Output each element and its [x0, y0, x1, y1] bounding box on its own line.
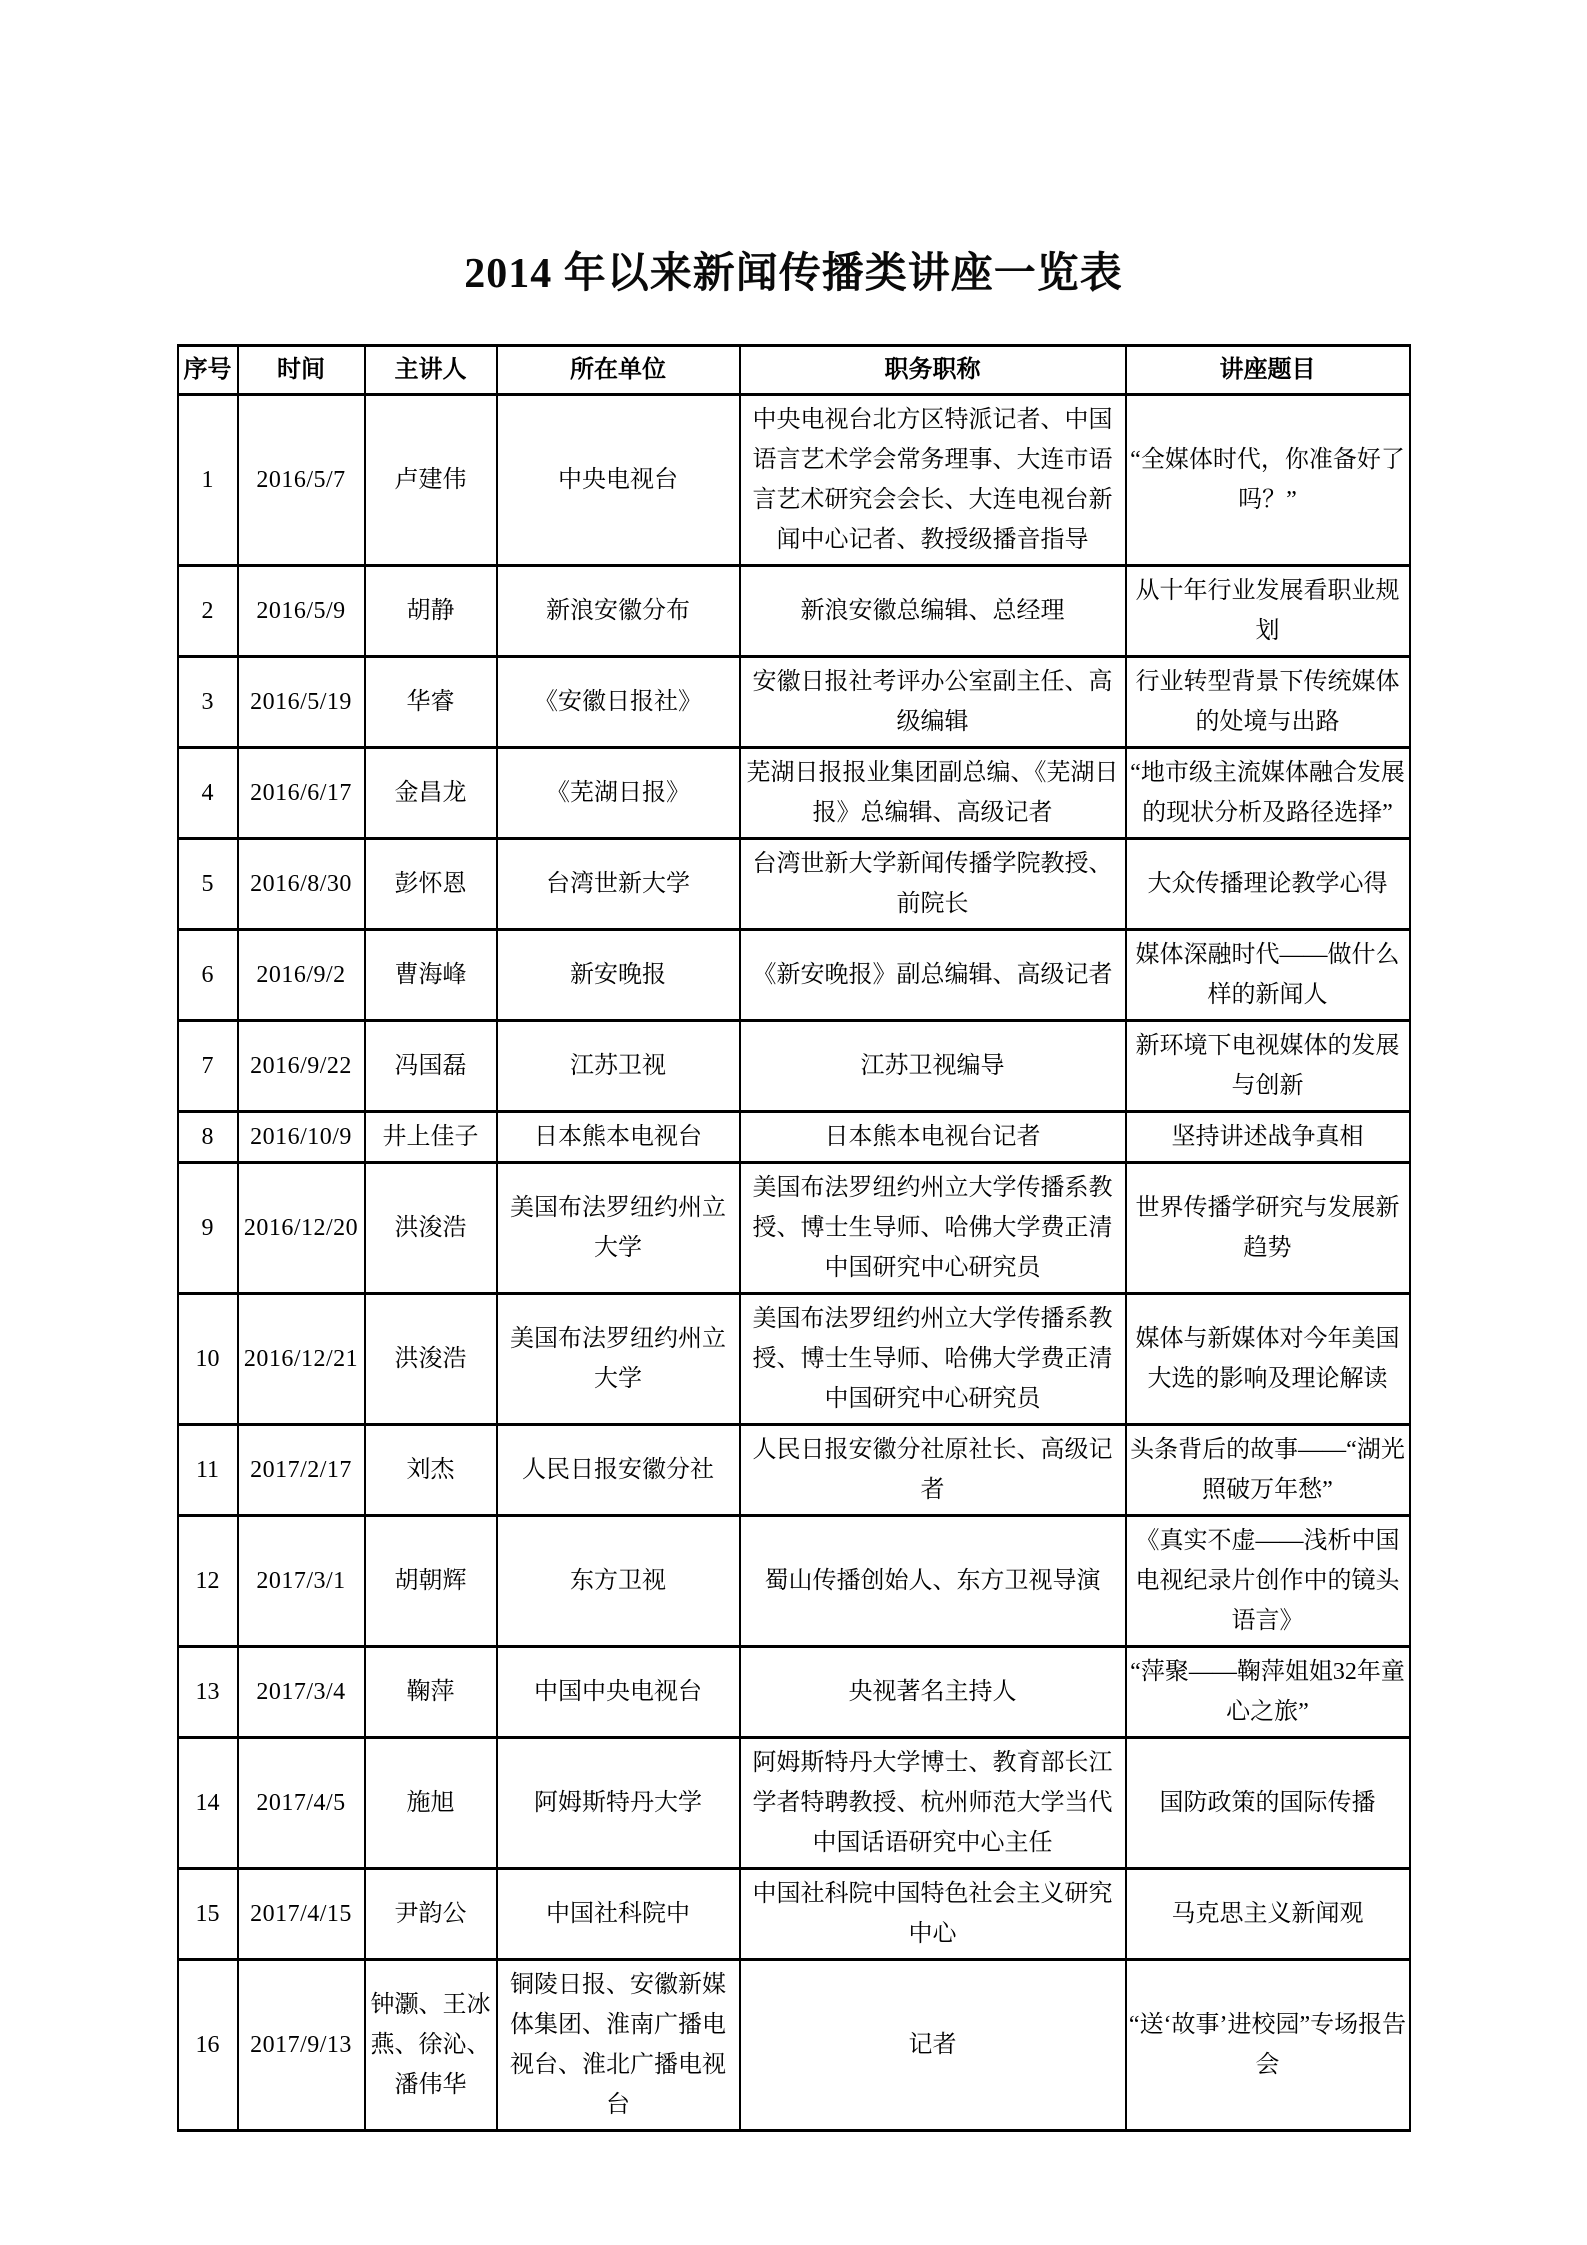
cell-no: 7	[178, 1021, 238, 1112]
cell-unit: 中央电视台	[497, 395, 740, 566]
cell-speaker: 胡静	[365, 566, 497, 657]
cell-no: 12	[178, 1516, 238, 1647]
cell-speaker: 钟灏、王冰燕、徐沁、潘伟华	[365, 1960, 497, 2131]
cell-unit: 《芜湖日报》	[497, 748, 740, 839]
cell-unit: 台湾世新大学	[497, 839, 740, 930]
header-topic: 讲座题目	[1126, 346, 1410, 395]
cell-no: 4	[178, 748, 238, 839]
cell-topic: 从十年行业发展看职业规划	[1126, 566, 1410, 657]
cell-topic: 国防政策的国际传播	[1126, 1738, 1410, 1869]
header-position: 职务职称	[740, 346, 1126, 395]
header-speaker: 主讲人	[365, 346, 497, 395]
cell-speaker: 刘杰	[365, 1425, 497, 1516]
cell-date: 2016/8/30	[238, 839, 365, 930]
cell-date: 2016/9/2	[238, 930, 365, 1021]
cell-position: 中央电视台北方区特派记者、中国语言艺术学会常务理事、大连市语言艺术研究会会长、大连电视台新闻中心记者、教授级播音指导	[740, 395, 1126, 566]
cell-unit: 新浪安徽分布	[497, 566, 740, 657]
cell-topic: 新环境下电视媒体的发展与创新	[1126, 1021, 1410, 1112]
cell-date: 2017/9/13	[238, 1960, 365, 2131]
cell-no: 3	[178, 657, 238, 748]
cell-topic: 媒体与新媒体对今年美国大选的影响及理论解读	[1126, 1294, 1410, 1425]
table-header-row	[178, 346, 1410, 395]
cell-no: 15	[178, 1869, 238, 1960]
cell-unit: 美国布法罗纽约州立大学	[497, 1294, 740, 1425]
cell-no: 11	[178, 1425, 238, 1516]
table-row	[178, 1112, 1410, 1163]
cell-speaker: 施旭	[365, 1738, 497, 1869]
table-row	[178, 839, 1410, 930]
cell-date: 2016/6/17	[238, 748, 365, 839]
cell-date: 2016/12/21	[238, 1294, 365, 1425]
table-row	[178, 748, 1410, 839]
cell-date: 2016/12/20	[238, 1163, 365, 1294]
cell-topic: 行业转型背景下传统媒体的处境与出路	[1126, 657, 1410, 748]
cell-unit: 阿姆斯特丹大学	[497, 1738, 740, 1869]
cell-speaker: 井上佳子	[365, 1112, 497, 1163]
cell-topic: 《真实不虚——浅析中国电视纪录片创作中的镜头语言》	[1126, 1516, 1410, 1647]
table-row	[178, 395, 1410, 566]
cell-no: 14	[178, 1738, 238, 1869]
cell-speaker: 鞠萍	[365, 1647, 497, 1738]
cell-unit: 《安徽日报社》	[497, 657, 740, 748]
cell-unit: 中国社科院中	[497, 1869, 740, 1960]
cell-position: 台湾世新大学新闻传播学院教授、前院长	[740, 839, 1126, 930]
table-row	[178, 1516, 1410, 1647]
table-row	[178, 930, 1410, 1021]
cell-position: 阿姆斯特丹大学博士、教育部长江学者特聘教授、杭州师范大学当代中国话语研究中心主任	[740, 1738, 1126, 1869]
cell-speaker: 华睿	[365, 657, 497, 748]
cell-topic: 世界传播学研究与发展新趋势	[1126, 1163, 1410, 1294]
cell-position: 安徽日报社考评办公室副主任、高级编辑	[740, 657, 1126, 748]
cell-topic: “萍聚——鞠萍姐姐32年童心之旅”	[1126, 1647, 1410, 1738]
cell-speaker: 卢建伟	[365, 395, 497, 566]
cell-date: 2016/5/19	[238, 657, 365, 748]
cell-position: 新浪安徽总编辑、总经理	[740, 566, 1126, 657]
cell-topic: “送‘故事’进校园”专场报告会	[1126, 1960, 1410, 2131]
table-row	[178, 1425, 1410, 1516]
cell-unit: 江苏卫视	[497, 1021, 740, 1112]
cell-unit: 东方卫视	[497, 1516, 740, 1647]
cell-date: 2016/5/7	[238, 395, 365, 566]
cell-date: 2017/3/4	[238, 1647, 365, 1738]
cell-speaker: 冯国磊	[365, 1021, 497, 1112]
cell-unit: 新安晚报	[497, 930, 740, 1021]
cell-no: 9	[178, 1163, 238, 1294]
cell-position: 美国布法罗纽约州立大学传播系教授、博士生导师、哈佛大学费正清中国研究中心研究员	[740, 1163, 1126, 1294]
table-row	[178, 1960, 1410, 2131]
table-row	[178, 1294, 1410, 1425]
cell-unit: 中国中央电视台	[497, 1647, 740, 1738]
cell-no: 5	[178, 839, 238, 930]
cell-date: 2017/4/15	[238, 1869, 365, 1960]
cell-position: 央视著名主持人	[740, 1647, 1126, 1738]
table-row	[178, 1163, 1410, 1294]
cell-date: 2017/2/17	[238, 1425, 365, 1516]
cell-speaker: 尹韵公	[365, 1869, 497, 1960]
cell-unit: 铜陵日报、安徽新媒体集团、淮南广播电视台、淮北广播电视台	[497, 1960, 740, 2131]
cell-position: 日本熊本电视台记者	[740, 1112, 1126, 1163]
cell-speaker: 胡朝辉	[365, 1516, 497, 1647]
cell-topic: “地市级主流媒体融合发展的现状分析及路径选择”	[1126, 748, 1410, 839]
cell-no: 1	[178, 395, 238, 566]
cell-speaker: 金昌龙	[365, 748, 497, 839]
cell-date: 2016/5/9	[238, 566, 365, 657]
cell-topic: 坚持讲述战争真相	[1126, 1112, 1410, 1163]
cell-topic: 头条背后的故事——“湖光照破万年愁”	[1126, 1425, 1410, 1516]
cell-topic: “全媒体时代，你准备好了吗？”	[1126, 395, 1410, 566]
table-row	[178, 1738, 1410, 1869]
table-row	[178, 1869, 1410, 1960]
cell-position: 江苏卫视编导	[740, 1021, 1126, 1112]
cell-speaker: 曹海峰	[365, 930, 497, 1021]
table-row	[178, 1647, 1410, 1738]
table-row	[178, 1021, 1410, 1112]
table-row	[178, 657, 1410, 748]
cell-no: 13	[178, 1647, 238, 1738]
cell-no: 2	[178, 566, 238, 657]
page-title: 2014 年以来新闻传播类讲座一览表	[464, 251, 1123, 297]
cell-position: 《新安晚报》副总编辑、高级记者	[740, 930, 1126, 1021]
cell-no: 6	[178, 930, 238, 1021]
cell-no: 16	[178, 1960, 238, 2131]
cell-topic: 大众传播理论教学心得	[1126, 839, 1410, 930]
cell-position: 记者	[740, 1960, 1126, 2131]
cell-unit: 日本熊本电视台	[497, 1112, 740, 1163]
cell-unit: 美国布法罗纽约州立大学	[497, 1163, 740, 1294]
cell-date: 2016/9/22	[238, 1021, 365, 1112]
cell-speaker: 洪浚浩	[365, 1294, 497, 1425]
lecture-table	[177, 344, 1411, 2132]
cell-position: 人民日报安徽分社原社长、高级记者	[740, 1425, 1126, 1516]
cell-unit: 人民日报安徽分社	[497, 1425, 740, 1516]
header-no: 序号	[178, 346, 238, 395]
cell-no: 10	[178, 1294, 238, 1425]
cell-date: 2017/4/5	[238, 1738, 365, 1869]
cell-speaker: 彭怀恩	[365, 839, 497, 930]
cell-topic: 媒体深融时代——做什么样的新闻人	[1126, 930, 1410, 1021]
header-unit: 所在单位	[497, 346, 740, 395]
header-date: 时间	[238, 346, 365, 395]
cell-no: 8	[178, 1112, 238, 1163]
table-row	[178, 566, 1410, 657]
cell-date: 2016/10/9	[238, 1112, 365, 1163]
cell-position: 蜀山传播创始人、东方卫视导演	[740, 1516, 1126, 1647]
cell-topic: 马克思主义新闻观	[1126, 1869, 1410, 1960]
cell-position: 中国社科院中国特色社会主义研究中心	[740, 1869, 1126, 1960]
cell-date: 2017/3/1	[238, 1516, 365, 1647]
cell-speaker: 洪浚浩	[365, 1163, 497, 1294]
cell-position: 芜湖日报报业集团副总编、《芜湖日报》总编辑、高级记者	[740, 748, 1126, 839]
cell-position: 美国布法罗纽约州立大学传播系教授、博士生导师、哈佛大学费正清中国研究中心研究员	[740, 1294, 1126, 1425]
